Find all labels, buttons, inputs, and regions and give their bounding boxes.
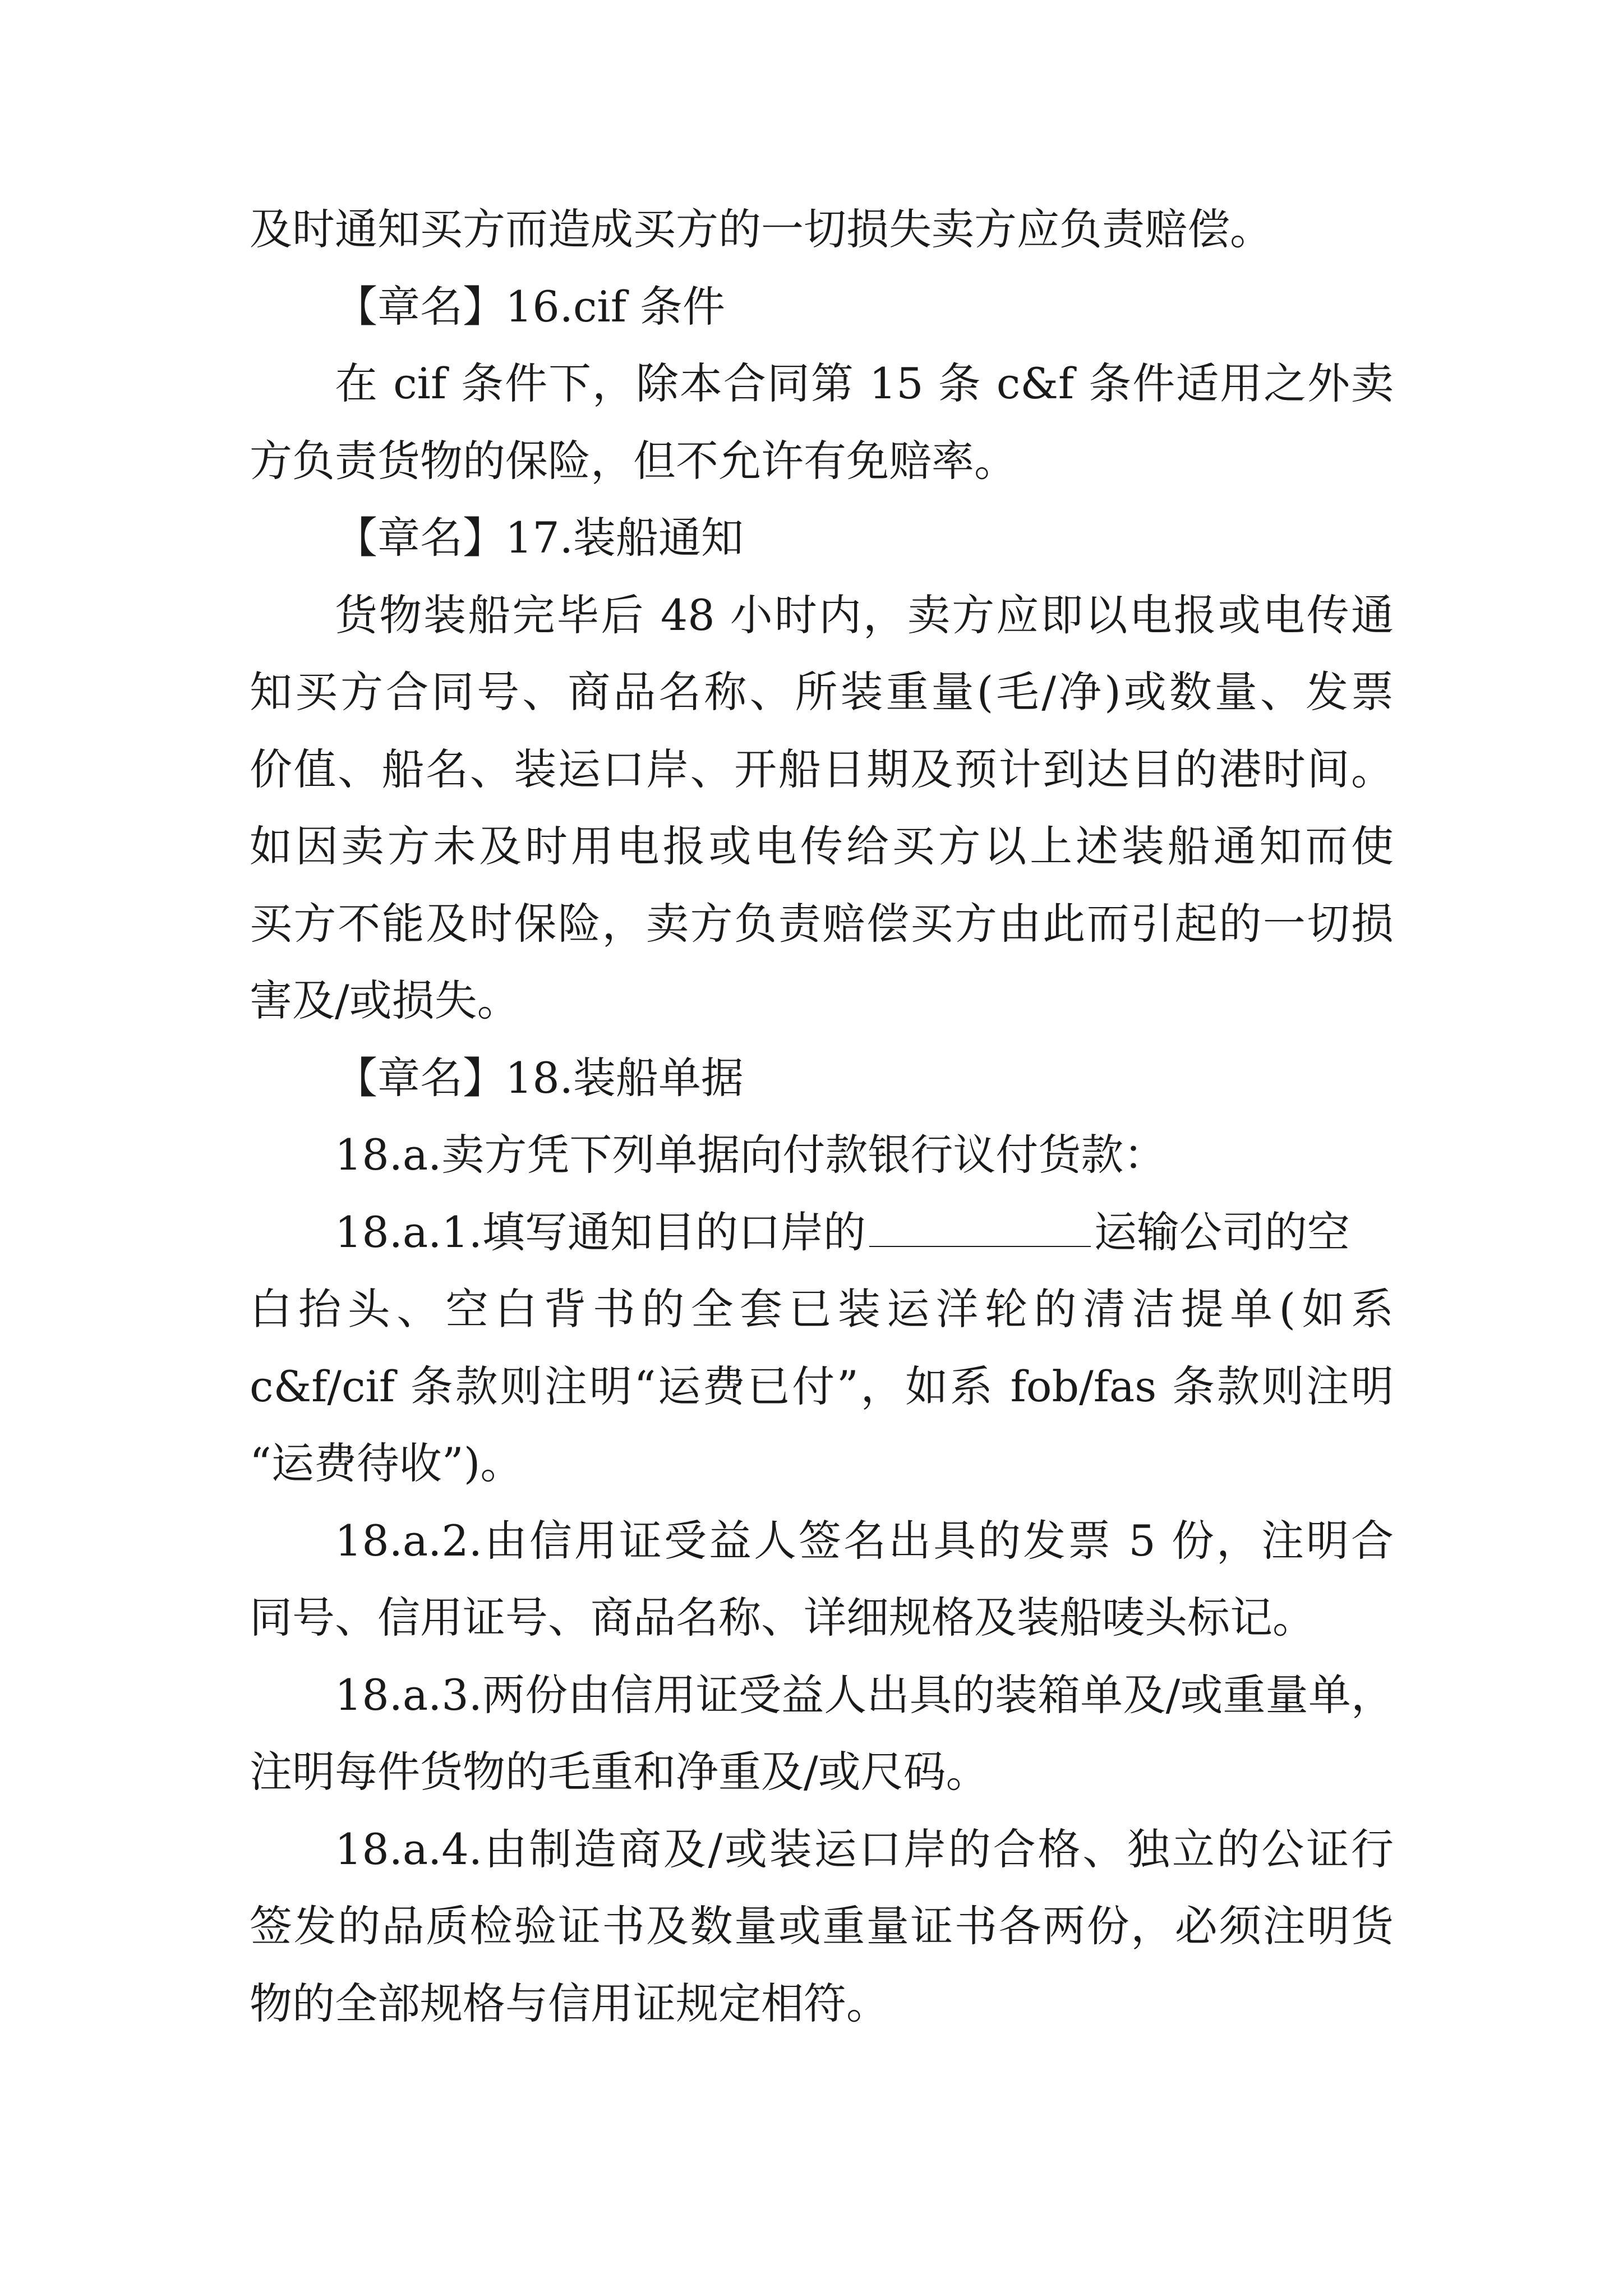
text-line: 在 cif 条件下，除本合同第 15 条 c&f 条件适用之外卖 [335,358,1394,408]
text-line: 18.a.4.由制造商及/或装运口岸的合格、独立的公证行 [335,1824,1394,1874]
chapter-heading: 【章名】17.装船通知 [335,513,744,563]
text-line: 如因卖方未及时用电报或电传给买方以上述装船通知而使 [250,821,1394,871]
text-line: 及时通知买方而造成买方的一切损失卖方应负责赔偿。 [250,204,1272,254]
text-line: 货物装船完毕后 48 小时内，卖方应即以电报或电传通 [335,590,1394,640]
document-page [250,191,1394,2042]
fill-in-line [250,1194,1394,1271]
chapter-heading: 【章名】16.cif 条件 [335,281,726,332]
text-line: 白抬头、空白背书的全套已装运洋轮的清洁提单(如系 [250,1284,1394,1334]
text-line: 买方不能及时保险，卖方负责赔偿买方由此而引起的一切损 [250,898,1394,949]
text-line: 害及/或损失。 [250,976,520,1025]
text-line: 18.a.卖方凭下列单据向付款银行议付货款： [335,1130,1166,1180]
fill-in-blank [869,1203,1091,1247]
text-line: 18.a.2.由信用证受益人签名出具的发票 5 份，注明合 [335,1515,1394,1566]
text-line: 物的全部规格与信用证规定相符。 [250,1978,889,2028]
text-line: 知买方合同号、商品名称、所装重量(毛/净)或数量、发票 [250,667,1394,717]
text-line: 价值、船名、装运口岸、开船日期及预计到达目的港时间。 [250,744,1394,794]
text-line: 同号、信用证号、商品名称、详细规格及装船唛头标记。 [250,1593,1315,1642]
text-line: c&f/cif 条款则注明“运费已付”，如系 fob/fas 条款则注明 [250,1361,1394,1411]
text-segment: 18.a.1.填写通知目的口岸的 [335,1207,866,1257]
text-line: 签发的品质检验证书及数量或重量证书各两份，必须注明货 [250,1901,1394,1951]
chapter-heading: 【章名】18.装船单据 [335,1052,744,1103]
text-line: 18.a.3.两份由信用证受益人出具的装箱单及/或重量单， [335,1669,1394,1720]
text-line: “运费待收”)。 [250,1438,523,1488]
text-line: 注明每件货物的毛重和净重及/或尺码。 [250,1747,989,1797]
text-line: 方负责货物的保险，但不允许有免赔率。 [250,435,1017,486]
text-segment: 运输公司的空 [1094,1207,1350,1257]
